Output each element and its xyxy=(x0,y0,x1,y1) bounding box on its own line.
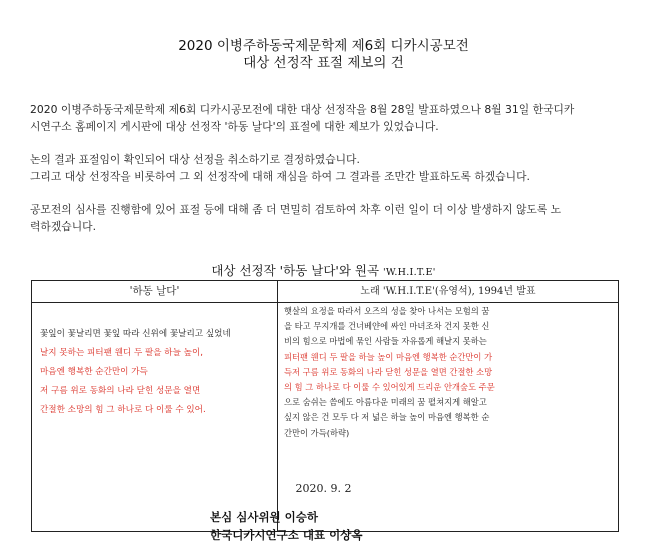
poem-line: 꽃잎이 꽃날리면 꽃잎 따라 신위에 꽃날리고 싶었네 xyxy=(40,329,231,339)
paragraph-line: 그리고 대상 선정작을 비롯하여 그 외 선정작에 대해 재심을 하여 그 결과를 조만간 발표하도록 하겠습니다. xyxy=(30,170,530,183)
lyrics-line: 싶지 않은 건 모두 다 저 넓은 하늘 높이 마음엔 행복한 순 xyxy=(284,412,490,423)
header-winning-work: '하동 날다' xyxy=(129,285,180,297)
paragraph-decision xyxy=(30,151,626,185)
signature-institute: 한국디카시연구소 대표 이상옥 xyxy=(210,528,363,542)
paragraph-line: 2020 이병주하동국제문학제 제6회 디카시공모전에 대한 대상 선정작을 8월 28일 발표하였으나 8월 31일 한국디카 xyxy=(30,103,575,116)
paragraph-line: 공모전의 심사를 진행함에 있어 표절 등에 대해 좀 더 면밀히 검토하여 차후 이런 일이 더 이상 발생하지 않도록 노 xyxy=(30,203,562,216)
poem-line-highlighted: 마음엔 행복한 순간만이 가득 xyxy=(40,367,148,377)
paragraph-line: 시연구소 홈페이지 게시판에 대상 선정작 '하동 날다'의 표절에 대한 제보가 있었습니다. xyxy=(30,120,439,133)
caption-main-text: 대상 선정작 '하동 날다'와 원곡 xyxy=(211,263,383,278)
original-lyrics-text-cell xyxy=(284,304,614,441)
lyrics-line: 간만이 가득(하략) xyxy=(284,427,350,438)
lyrics-line-plain: 비의 힘으로 마법에 묶인 사람들 자유롭게 해날지 못하는 xyxy=(284,336,487,347)
signature-judge: 본심 심사위원 이승하 xyxy=(210,510,318,524)
lyrics-line: 을 타고 무지개를 건너베얀에 싸인 마녀조차 건지 못한 신 xyxy=(284,321,490,332)
winning-work-text-cell xyxy=(40,325,272,420)
comparison-table-caption xyxy=(0,261,647,279)
paragraph-line: 논의 결과 표절임이 확인되어 대상 선정을 취소하기로 결정하였습니다. xyxy=(30,153,360,166)
lyrics-line xyxy=(284,334,614,349)
document-title-line2: 대상 선정작 표절 제보의 건 xyxy=(243,55,404,71)
lyrics-line-highlighted: 의 힘 그 하나로 다 이룰 수 있어있게 드리운 안개숲도 주문 xyxy=(284,382,495,393)
table-header-row xyxy=(32,281,618,303)
paragraph-report xyxy=(30,101,626,135)
header-original-song: 노래 'W.H.I.T.E'(유영석), 1994년 발표 xyxy=(360,286,536,297)
poem-line-highlighted: 간절한 소망의 힘 그 하나로 다 이룰 수 있어. xyxy=(40,405,206,415)
lyrics-line: 햇살의 요정을 따라서 오즈의 성을 찾아 나서는 모험의 꿈 xyxy=(284,306,490,316)
lyrics-line: 으로 숨쉬는 씀에도 아름다운 미래의 꿈 펼쳐지게 해알고 xyxy=(284,397,487,408)
lyrics-line-highlighted: 득저 구름 위로 동화의 나라 닫힌 성문을 열면 간절한 소망 xyxy=(284,366,493,377)
poem-line-highlighted: 저 구름 위로 동화의 나라 닫힌 성문을 열면 xyxy=(40,386,201,396)
paragraph-line: 력하겠습니다. xyxy=(30,220,97,233)
poem-line-highlighted: 날지 못하는 피터팬 웬디 두 팔을 하늘 높이, xyxy=(40,348,203,358)
lyrics-line-highlighted: 피터팬 웬디 두 팔을 하늘 높이 마음엔 행복한 순간만이 가 xyxy=(284,351,493,362)
caption-song-title: 'W.H.I.T.E' xyxy=(383,267,436,278)
paragraph-apology xyxy=(30,201,626,235)
document-date: 2020. 9. 2 xyxy=(295,482,352,495)
document-title-line1: 2020 이병주하동국제문학제 제6회 디카시공모전 xyxy=(178,38,469,54)
